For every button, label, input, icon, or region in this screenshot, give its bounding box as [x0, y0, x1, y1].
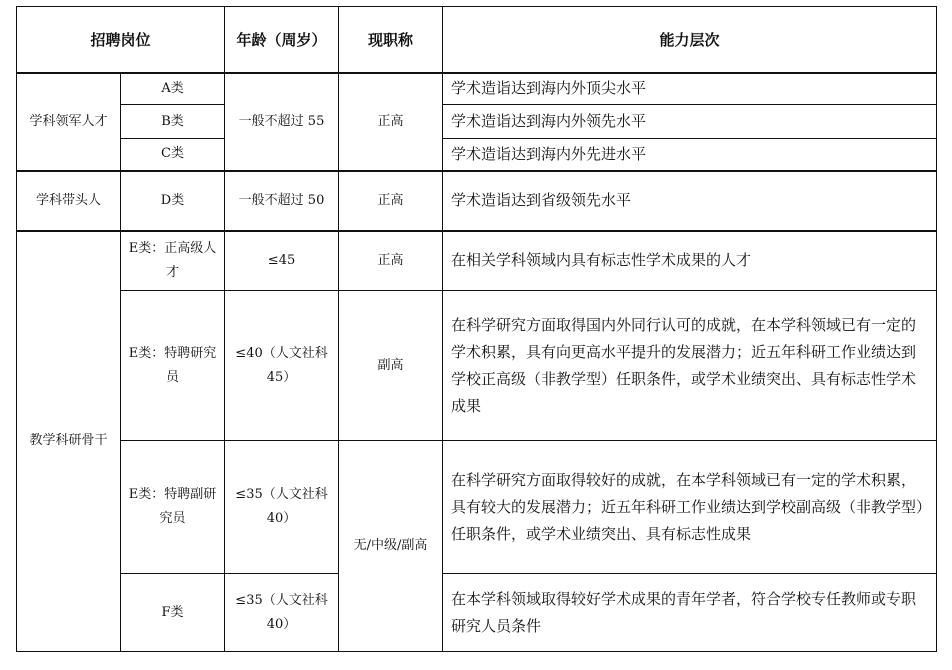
- header-ability: 能力层次: [443, 7, 937, 73]
- title-cell: 正高: [339, 171, 443, 231]
- age-cell: 一般不超过 55: [225, 73, 339, 171]
- ability-cell: 学术造诣达到海内外领先水平: [443, 105, 937, 139]
- category-cell: E类：特聘研究员: [121, 291, 225, 441]
- age-cell: ≤40（人文社科45）: [225, 291, 339, 441]
- age-cell: ≤35（人文社科40）: [225, 574, 339, 652]
- table-row: [17, 574, 937, 652]
- title-cell: 正高: [339, 231, 443, 291]
- title-cell: 无/中级/副高: [339, 441, 443, 652]
- header-age: 年龄（周岁）: [225, 7, 339, 73]
- category-cell: A类: [121, 73, 225, 105]
- group-head: 学科带头人: [17, 171, 121, 231]
- table-row: [17, 231, 937, 291]
- age-cell: ≤45: [225, 231, 339, 291]
- age-cell: ≤35（人文社科40）: [225, 441, 339, 574]
- table-row: [17, 171, 937, 231]
- header-row: [17, 7, 937, 73]
- header-title: 现职称: [339, 7, 443, 73]
- category-cell: E类：特聘副研究员: [121, 441, 225, 574]
- group-leader: 学科领军人才: [17, 73, 121, 171]
- table-row: [17, 441, 937, 574]
- title-cell: 副高: [339, 291, 443, 441]
- category-cell: F类: [121, 574, 225, 652]
- age-cell: 一般不超过 50: [225, 171, 339, 231]
- category-cell: E类：正高级人才: [121, 231, 225, 291]
- ability-cell: 学术造诣达到海内外先进水平: [443, 139, 937, 171]
- category-cell: C类: [121, 139, 225, 171]
- category-cell: D类: [121, 171, 225, 231]
- header-position: 招聘岗位: [17, 7, 225, 73]
- group-backbone: 教学科研骨干: [17, 231, 121, 652]
- title-cell: 正高: [339, 73, 443, 171]
- recruitment-table: [16, 6, 937, 652]
- ability-cell: 学术造诣达到海内外顶尖水平: [443, 73, 937, 105]
- ability-cell: 学术造诣达到省级领先水平: [443, 171, 937, 231]
- ability-cell: 在科学研究方面取得国内外同行认可的成就，在本学科领域已有一定的学术积累，具有向更高水平提升的发展潜力；近五年科研工作业绩达到学校正高级（非教学型）任职条件，或学术业绩突出、具有标志性学术成果: [443, 291, 937, 441]
- table-row: [17, 73, 937, 105]
- table-row: [17, 105, 937, 139]
- table-row: [17, 291, 937, 441]
- table-row: [17, 139, 937, 171]
- category-cell: B类: [121, 105, 225, 139]
- ability-cell: 在相关学科领域内具有标志性学术成果的人才: [443, 231, 937, 291]
- ability-cell: 在本学科领域取得较好学术成果的青年学者，符合学校专任教师或专职研究人员条件: [443, 574, 937, 652]
- ability-cell: 在科学研究方面取得较好的成就，在本学科领域已有一定的学术积累，具有较大的发展潜力；近五年科研工作业绩达到学校副高级（非教学型）任职条件，或学术业绩突出、具有标志性成果: [443, 441, 937, 574]
